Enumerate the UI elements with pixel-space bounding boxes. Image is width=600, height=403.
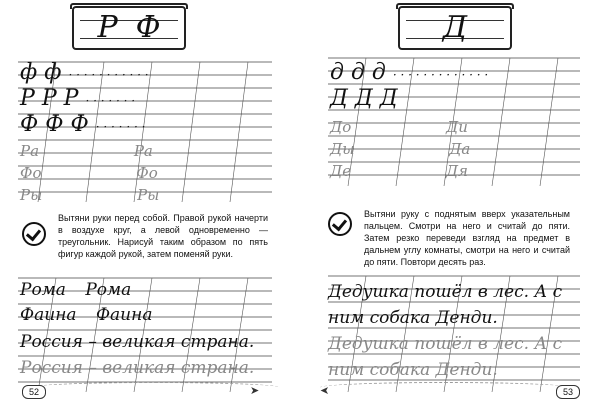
syllable-row: Де Дя — [330, 162, 468, 180]
practice-row: Рома Рома — [20, 280, 132, 300]
syllable-row: До Ди — [330, 118, 468, 136]
letter-row: Ф Ф Ф · · · · · · · — [20, 112, 146, 137]
footer-arc — [30, 382, 280, 393]
header-letter: Р — [97, 10, 118, 45]
practice-row: Россия – великая страна. — [20, 332, 255, 352]
practice-row-trace: Дедушка пошёл в лес. А с — [328, 334, 563, 354]
page-number: 52 — [22, 385, 46, 399]
header-letter: Д — [442, 10, 468, 45]
practice-row: ним собака Денди. — [328, 308, 498, 328]
syllable-row: Ды Да — [330, 140, 471, 158]
syllable-row: Ры Ры — [20, 186, 160, 204]
instruction-text: Вытяни руки перед собой. Правой рукой начерти в воздухе круг, а левой одновременно — треугольник. Нарисуй таким образом по пять фигур каждой рукой, затем поменяй руки. — [58, 213, 268, 259]
letter-row: Р Р Р · · · · · · · — [20, 86, 136, 111]
letter-row: ф ф · · · · · · · · · · · — [20, 60, 149, 85]
page-number: 53 — [556, 385, 580, 399]
checkmark-icon — [22, 222, 46, 246]
syllable-row: Ра Ра — [20, 142, 153, 160]
footer-arc — [320, 382, 570, 393]
paper-plane-icon: ➤ — [250, 385, 260, 397]
checkmark-icon — [328, 212, 352, 236]
practice-row-trace: ним собака Денди. — [328, 360, 498, 380]
practice-row: Дедушка пошёл в лес. А с — [328, 282, 563, 302]
practice-row: Фаина Фаина — [20, 305, 153, 325]
practice-row-trace: Россия – великая страна. — [20, 358, 255, 378]
paper-plane-icon: ➤ — [320, 385, 330, 397]
right-page — [300, 0, 600, 403]
header-letter: Ф — [135, 10, 161, 45]
letter-row: д д д · · · · · · · · · · · · · — [330, 60, 489, 85]
syllable-row: Фо Фо — [20, 164, 158, 182]
instruction-text: Вытяни руку с поднятым вверх указательным пальцем. Смотри на него и считай до пяти. Затем резко переведи взгляд на предмет в дальнем углу комнаты, смотри на него и считай до пяти. Повтори десять раз. — [364, 209, 570, 267]
letter-row: Д Д Д — [330, 86, 398, 111]
